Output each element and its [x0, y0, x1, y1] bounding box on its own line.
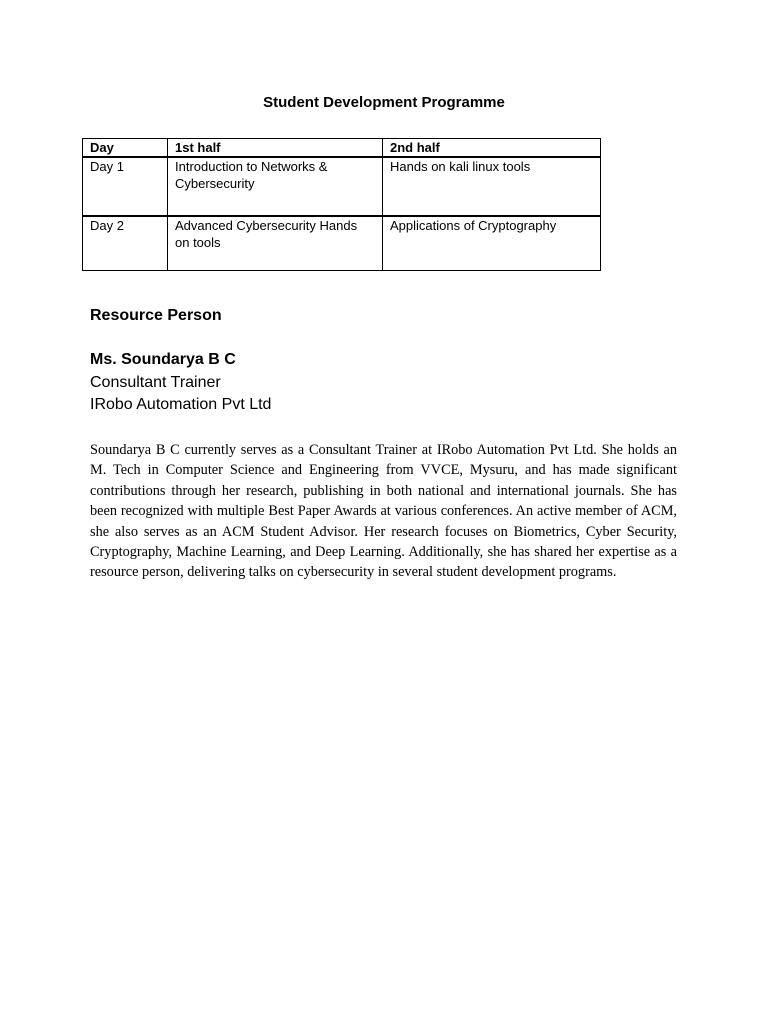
cell-day: Day 2: [83, 216, 168, 271]
person-organization: IRobo Automation Pvt Ltd: [90, 396, 272, 413]
header-second-half: 2nd half: [383, 139, 601, 158]
cell-day: Day 1: [83, 157, 168, 216]
person-role: Consultant Trainer: [90, 374, 221, 391]
bio-paragraph: Soundarya B C currently serves as a Consultant Trainer at IRobo Automation Pvt Ltd. She holds an M. Tech in Computer Science and Engineering from VVCE, Mysuru, and has made significant contributions through her research, publishing in both national and international journals. She has been recognized with multiple Best Paper Awards at various conferences. An active member of ACM, she also serves as an ACM Student Advisor. Her research focuses on Biometrics, Cyber Security, Cryptography, Machine Learning, and Deep Learning. Additionally, she has shared her expertise as a resource person, delivering talks on cybersecurity in several student development programs.: [90, 442, 677, 581]
cell-second-half: Hands on kali linux tools: [383, 157, 601, 216]
table-row: [83, 216, 601, 271]
page-title: Student Development Programme: [263, 94, 505, 111]
table-header-row: [83, 139, 601, 158]
cell-first-half: Advanced Cybersecurity Hands on tools: [168, 216, 383, 271]
schedule-table: [82, 138, 601, 271]
cell-first-half: Introduction to Networks & Cybersecurity: [168, 157, 383, 216]
table-row: [83, 157, 601, 216]
header-day: Day: [83, 139, 168, 158]
cell-second-half: Applications of Cryptography: [383, 216, 601, 271]
resource-person-heading: Resource Person: [90, 307, 222, 324]
header-first-half: 1st half: [168, 139, 383, 158]
person-name: Ms. Soundarya B C: [90, 351, 236, 368]
